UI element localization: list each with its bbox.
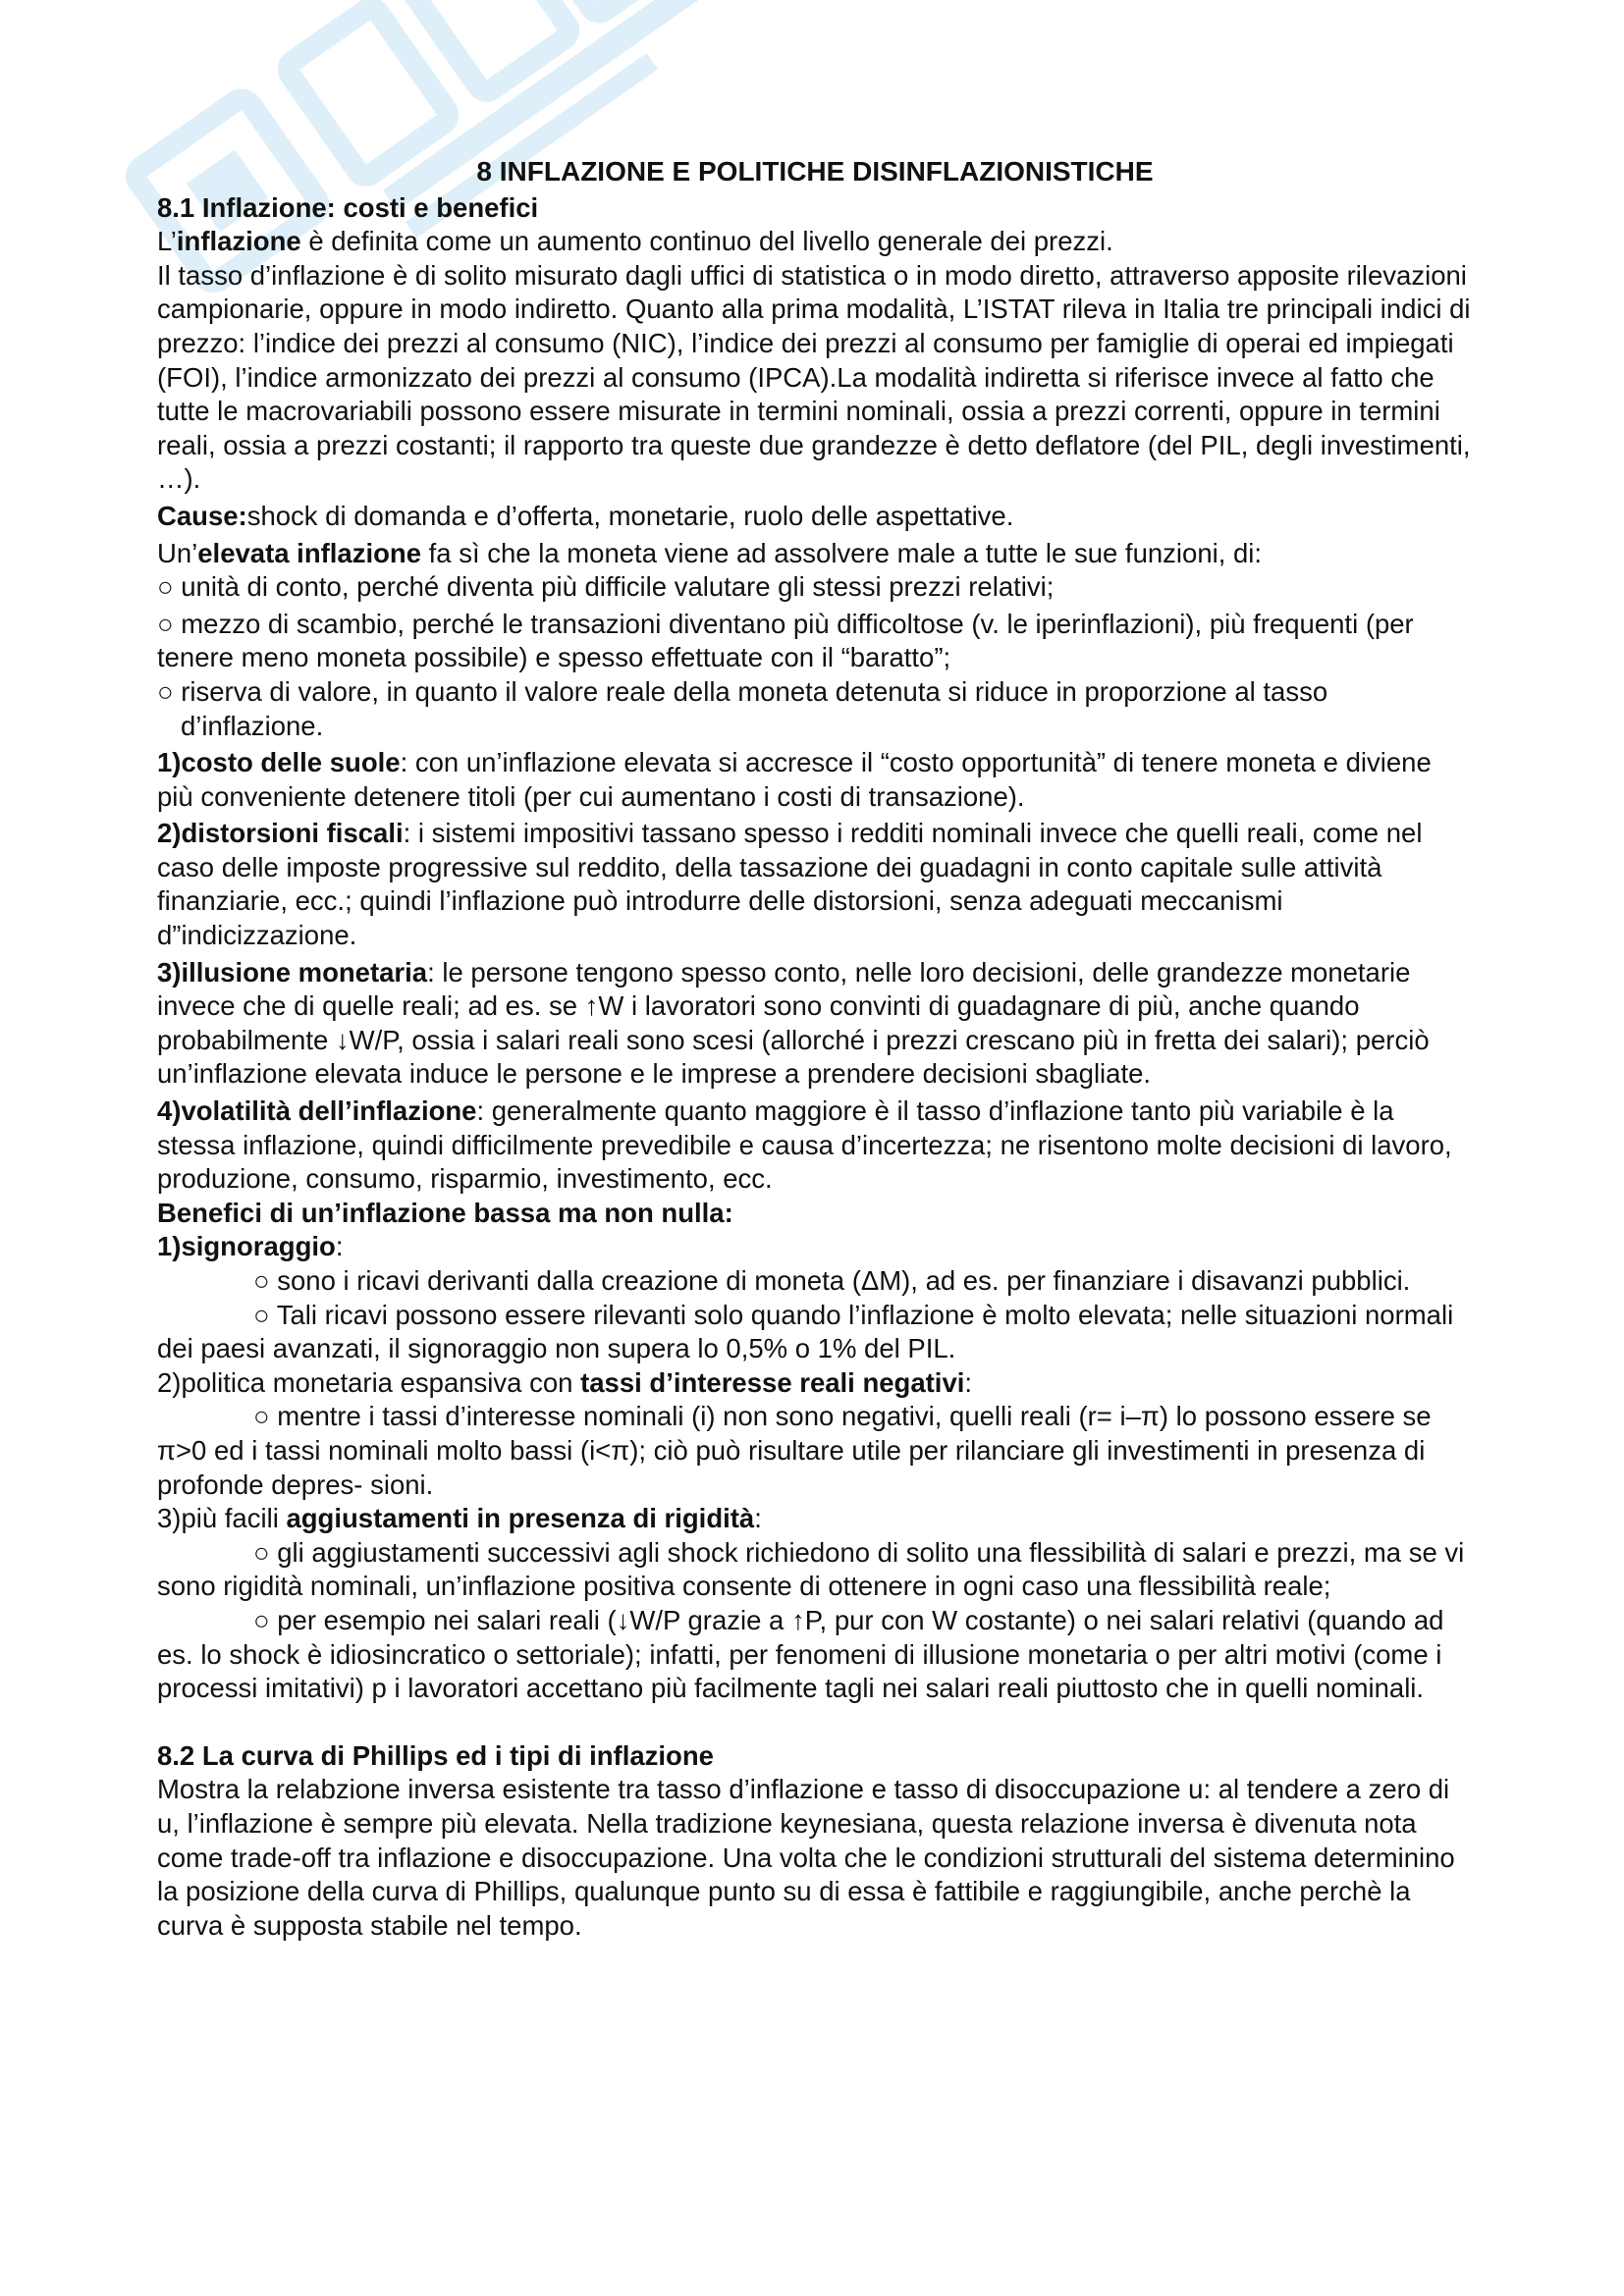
benefit-item: 2)politica monetaria espansiva con tassi d’interesse reali negativi: bbox=[157, 1366, 973, 1398]
list-item: ○ Tali ricavi possono essere rilevanti solo quando l’inflazione è molto elevata; nelle situazioni normali dei paesi avanzati, il signoraggio non supera lo 0,5% o 1% del PIL. bbox=[157, 1299, 1454, 1364]
high-inflation-paragraph: Un’elevata inflazione fa sì che la moneta viene ad assolvere male a tutte le sue funzioni, di: bbox=[157, 537, 1263, 568]
list-item: ○ mentre i tassi d’interesse nominali (i) non sono negativi, quelli reali (r= i–π) lo possono essere se π>0 ed i tassi nominali molto bassi (i<π); ciò può risultare utile per rilanciare gli investimenti in presenza di profonde depres- sioni. bbox=[157, 1401, 1432, 1500]
cost-item: 4)volatilità dell’inflazione: generalmente quanto maggiore è il tasso d’inflazione tanto più variabile è la stessa inflazione, quindi difficilmente prevedibile e causa d’incertezza; ne risentono molte decisioni di lavoro, produzione, consumo, risparmio, investimento, ecc. bbox=[157, 1095, 1452, 1195]
list-item: ○ per esempio nei salari reali (↓W/P grazie a ↑P, pur con W costante) o nei salari relativi (quando ad es. lo shock è idiosincratico o settoriale); infatti, per fenomeni di illusione monetaria o per altri motivi (come i processi imitativi) p i lavoratori accettano più facilmente tagli nei salari reali piuttosto che in quelli nominali. bbox=[157, 1604, 1444, 1704]
cause-paragraph: Cause:shock di domanda e d’offerta, monetarie, ruolo delle aspettative. bbox=[157, 500, 1014, 531]
section-8-2-heading: 8.2 La curva di Phillips ed i tipi di inflazione bbox=[157, 1739, 714, 1771]
cost-item: 3)illusione monetaria: le persone tengono spesso conto, nelle loro decisioni, delle grandezze monetarie invece che di quelle reali; ad es. se ↑W i lavoratori sono convinti di guadagnare di più, anche quando probabilmente ↓W/P, ossia i salari reali sono scesi (allorché i prezzi crescano più in fretta dei salari); perciò un’inflazione elevata induce le persone e le imprese a prendere decisioni sbagliate. bbox=[157, 956, 1430, 1090]
section-spacer bbox=[157, 1706, 1473, 1739]
list-item: ○ unità di conto, perché diventa più difficile valutare gli stessi prezzi relativi; bbox=[157, 571, 1055, 603]
benefit-item: 3)più facili aggiustamenti in presenza di rigidità: bbox=[157, 1503, 762, 1534]
document-page bbox=[157, 155, 1473, 1943]
definition-paragraph: L’inflazione è definita come un aumento continuo del livello generale dei prezzi. bbox=[157, 226, 1113, 257]
list-item: ○ gli aggiustamenti successivi agli shock richiedono di solito una flessibilità di salari e prezzi, ma se vi sono rigidità nominali, un’inflazione positiva consente di ottenere in ogni caso una flessibilità reale; bbox=[157, 1536, 1465, 1602]
list-item: ○ sono i ricavi derivanti dalla creazione di moneta (ΔM), ad es. per finanziare i disavanzi pubblici. bbox=[253, 1265, 1411, 1296]
cost-item: 2)distorsioni fiscali: i sistemi impositivi tassano spesso i redditi nominali invece che quelli reali, come nel caso delle imposte progressive sul reddito, della tassazione dei guadagni in conto capitale sulle attività finanziarie, ecc.; quindi l’inflazione può introdurre delle distorsioni, senza adeguati meccanismi d”indicizzazione. bbox=[157, 818, 1423, 951]
benefits-heading: Benefici di un’inflazione bassa ma non nulla: bbox=[157, 1197, 733, 1228]
phillips-paragraph: Mostra la relabzione inversa esistente tra tasso d’inflazione e tasso di disoccupazione u: al tendere a zero di u, l’inflazione è sempre più elevata. Nella tradizione keynesiana, questa relazione inversa è divenuta nota come trade-off tra inflazione e disoccupazione. Una volta che le condizioni strutturali del sistema determinino la posizione della curva di Phillips, qualunque punto su di essa è fattibile e raggiungibile, anche perchè la curva è supposta stabile nel tempo. bbox=[157, 1774, 1455, 1941]
document-title: 8 INFLAZIONE E POLITICHE DISINFLAZIONISTICHE bbox=[476, 156, 1154, 187]
section-8-1-heading: 8.1 Inflazione: costi e benefici bbox=[157, 191, 539, 223]
measurement-paragraph: Il tasso d’inflazione è di solito misurato dagli uffici di statistica o in modo diretto, attraverso apposite rilevazioni campionarie, oppure in modo indiretto. Quanto alla prima modalità, L’ISTAT rileva in Italia tre principali indici di prezzo: l’indice dei prezzi al consumo (NIC), l’indice dei prezzi al consumo per famiglie di operai ed impiegati (FOI), l’indice armonizzato dei prezzi al consumo (IPCA).La modalità indiretta si riferisce invece al fatto che tutte le macrovariabili possono essere misurate in termini nominali, ossia a prezzi correnti, oppure in termini reali, ossia a prezzi costanti; il rapporto tra queste due grandezze è detto deflatore (del PIL, degli investimenti, …). bbox=[157, 259, 1471, 495]
list-item: ○ mezzo di scambio, perché le transazioni diventano più difficoltose (v. le iperinflazioni), più frequenti (per tenere meno moneta possibile) e spesso effettuate con il “baratto”; bbox=[157, 608, 1414, 673]
cost-item: 1)costo delle suole: con un’inflazione elevata si accresce il “costo opportunità” di tenere moneta e diviene più conveniente detenere titoli (per cui aumentano i costi di transazione). bbox=[157, 747, 1432, 812]
benefit-item: 1)signoraggio: bbox=[157, 1231, 344, 1262]
list-item: ○ riserva di valore, in quanto il valore reale della moneta detenuta si riduce in proporzione al tasso d’inflazione. bbox=[157, 675, 1328, 741]
